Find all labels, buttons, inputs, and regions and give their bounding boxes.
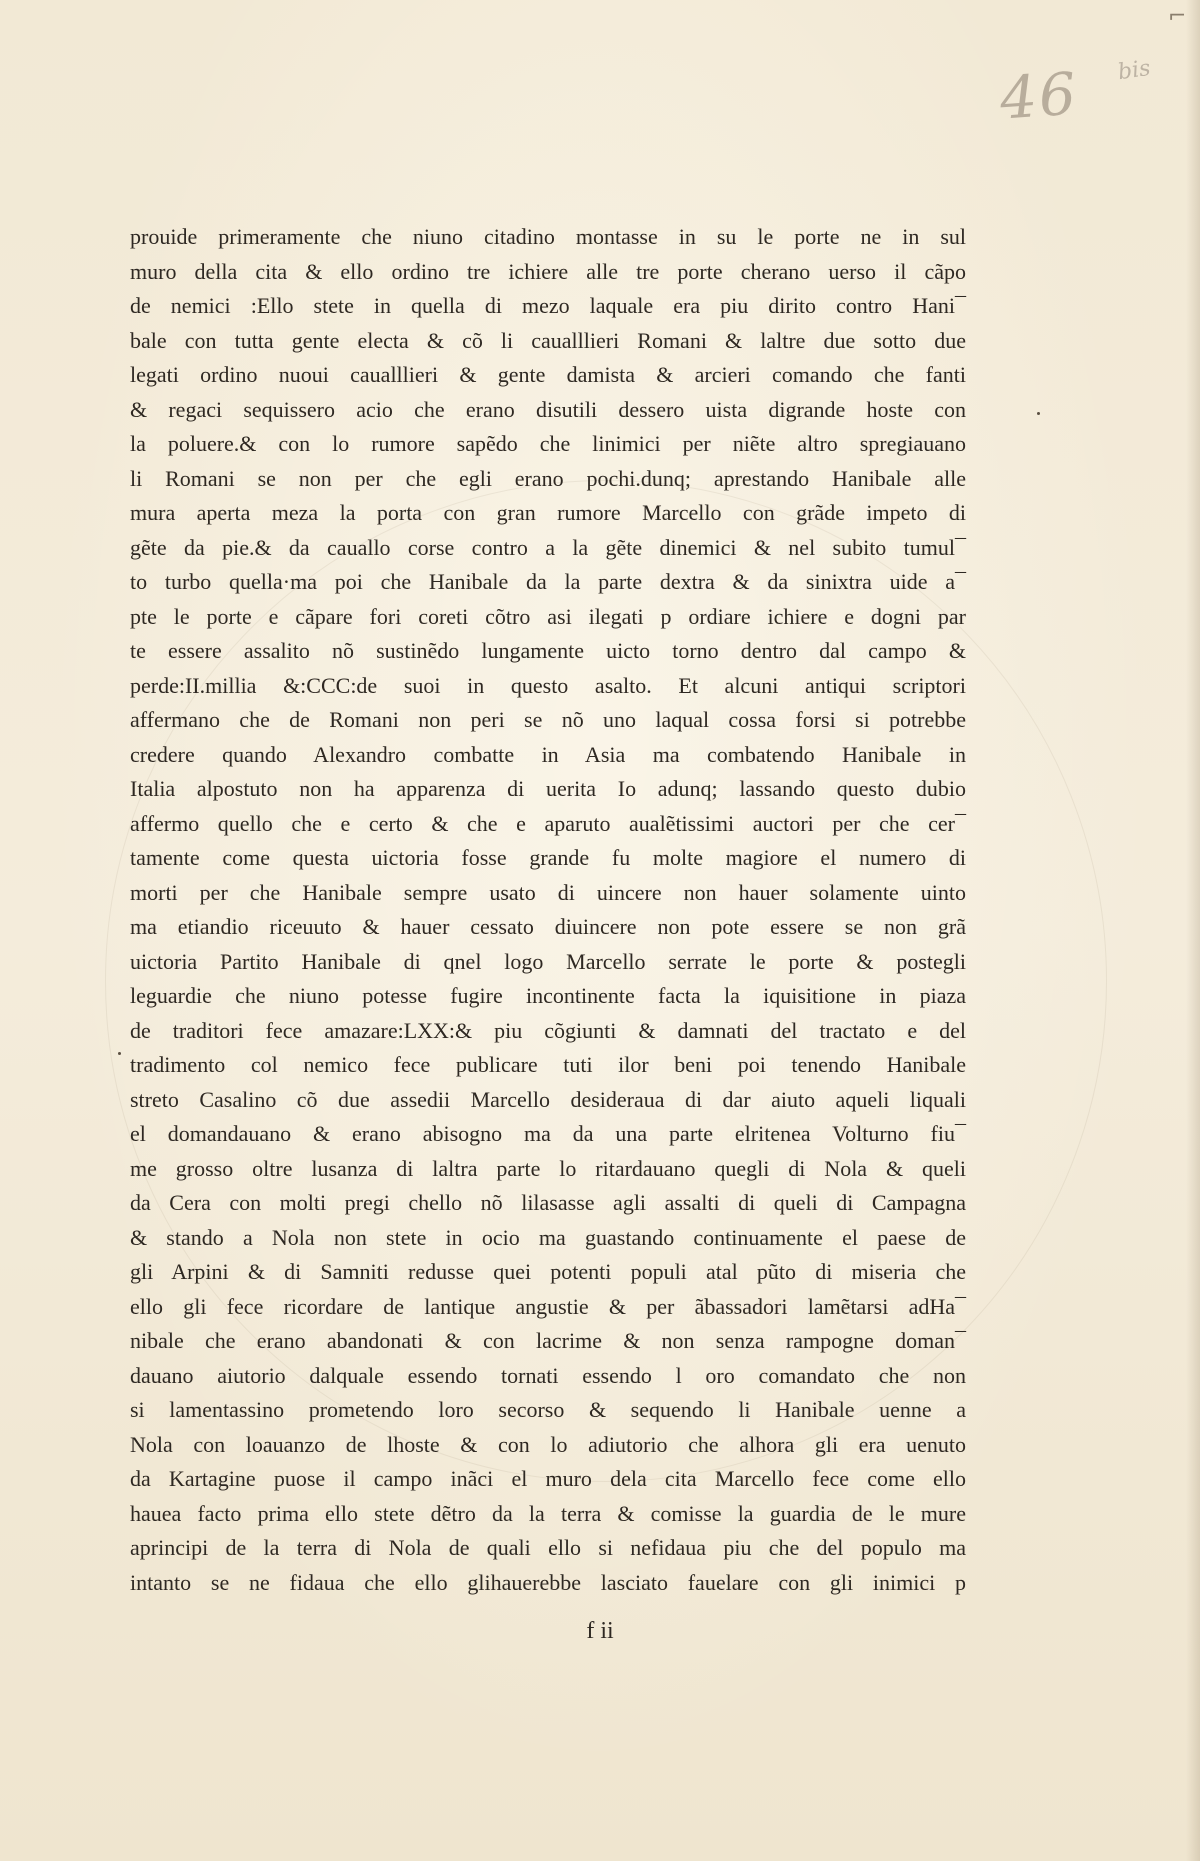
text-line: gẽte da pie.& da cauallo corse contro a la gẽte dinemici & nel subito tumul¯ [130,534,966,560]
text-line: perde:II.millia &:CCC:de suoi in questo asalto. Et alcuni antiqui scriptori [130,672,966,698]
text-line: & stando a Nola non stete in ocio ma guastando continuamente el paese de [130,1224,966,1250]
text-line: tradimento col nemico fece publicare tuti ilor beni poi tenendo Hanibale [130,1052,966,1077]
text-line: el domandauano & erano abisogno ma da una parte elritenea Volturno fiu¯ [130,1121,966,1146]
text-line: intanto se ne fidaua che ello glihauerebbe lasciato fauelare con gli inimici p [130,1569,966,1595]
text-line: de nemici :Ello stete in quella di mezo laquale era piu dirito contro Hani¯ [130,293,966,318]
signature-mark: f ii [586,1618,614,1644]
page-edge-shadow [1186,0,1200,1861]
text-line: Nola con loauanzo de lhoste & con lo adiutorio che alhora gli era uenuto [130,1431,966,1457]
text-line: da Cera con molti pregi chello nõ lilasasse agli assalti di queli di Campagna [130,1190,966,1215]
body-text [130,220,966,1600]
text-line: la poluere.& con lo rumore sapẽdo che linimici per niẽte altro spregiauano [130,431,966,456]
text-line: affermo quello che e certo & che e aparuto aualẽtissimi auctori per che cer¯ [130,810,966,836]
text-line: mura aperta meza la porta con gran rumore Marcello con grãde impeto di [130,500,966,525]
corner-mark: ⌐ [1168,4,1187,29]
text-line: pte le porte e cãpare fori coreti cõtro asi ilegati p ordiare ichiere e dogni par [130,603,966,629]
text-line: te essere assalito nõ sustinẽdo lungamente uicto torno dentro dal campo & [130,638,966,663]
text-line: si lamentassino prometendo loro secorso & sequendo li Hanibale uenne a [130,1397,966,1422]
text-line: leguardie che niuno potesse fugire incontinente facta la iquisitione in piaza [130,983,966,1008]
text-line: nibale che erano abandonati & con lacrime & non senza rampogne doman¯ [130,1328,966,1353]
text-line: to turbo quella·ma poi che Hanibale da la parte dextra & da sinixtra uide a¯ [130,569,966,594]
text-line: gli Arpini & di Samniti redusse quei potenti populi atal pũto di miseria che [130,1259,966,1284]
text-line: prouide primeramente che niuno citadino montasse in su le porte ne in sul [130,224,966,249]
text-line: streto Casalino cõ due assedii Marcello desideraua di dar aiuto aqueli liquali [130,1086,966,1112]
folio-number: 46 [997,59,1081,133]
text-line: ma etiandio riceuuto & hauer cessato diuincere non pote essere se non grã [130,914,966,939]
text-line: legati ordino nuoui caualllieri & gente damista & arcieri comando che fanti [130,362,966,387]
text-line: dauano aiutorio dalquale essendo tornati essendo l oro comandato che non [130,1362,966,1388]
text-line: Italia alpostuto non ha apparenza di uerita Io adunq; lassando questo dubio [130,776,966,801]
text-line: de traditori fece amazare:LXX:& piu cõgiunti & damnati del tractato e del [130,1017,966,1043]
text-line: aprincipi de la terra di Nola de quali ello si nefidaua piu che del populo ma [130,1535,966,1560]
margin-dot [118,1052,121,1055]
text-line: hauea facto prima ello stete dẽtro da la terra & comisse la guardia de le mure [130,1500,966,1526]
text-line: me grosso oltre lusanza di laltra parte lo ritardauano quegli di Nola & queli [130,1155,966,1181]
folio-suffix: bis [1116,55,1153,86]
text-line: ello gli fece ricordare de lantique angustie & per ãbassadori lamẽtarsi adHa¯ [130,1293,966,1319]
text-line: & regaci sequissero acio che erano disutili dessero uista digrande hoste con [130,396,966,422]
text-line: li Romani se non per che egli erano pochi.dunq; aprestando Hanibale alle [130,465,966,491]
text-line: da Kartagine puose il campo inãci el muro dela cita Marcello fece come ello [130,1466,966,1491]
text-line: morti per che Hanibale sempre usato di uincere non hauer solamente uinto [130,879,966,905]
text-line: tamente come questa uictoria fosse grande fu molte magiore el numero di [130,845,966,870]
text-line: affermano che de Romani non peri se nõ uno laqual cossa forsi si potrebbe [130,707,966,732]
text-line: bale con tutta gente electa & cõ li caualllieri Romani & laltre due sotto due [130,327,966,353]
text-line: credere quando Alexandro combatte in Asia ma combatendo Hanibale in [130,741,966,767]
text-line: muro della cita & ello ordino tre ichiere alle tre porte cherano uerso il cãpo [130,258,966,284]
margin-dot [1037,412,1040,415]
text-line: uictoria Partito Hanibale di qnel logo Marcello serrate le porte & postegli [130,948,966,974]
